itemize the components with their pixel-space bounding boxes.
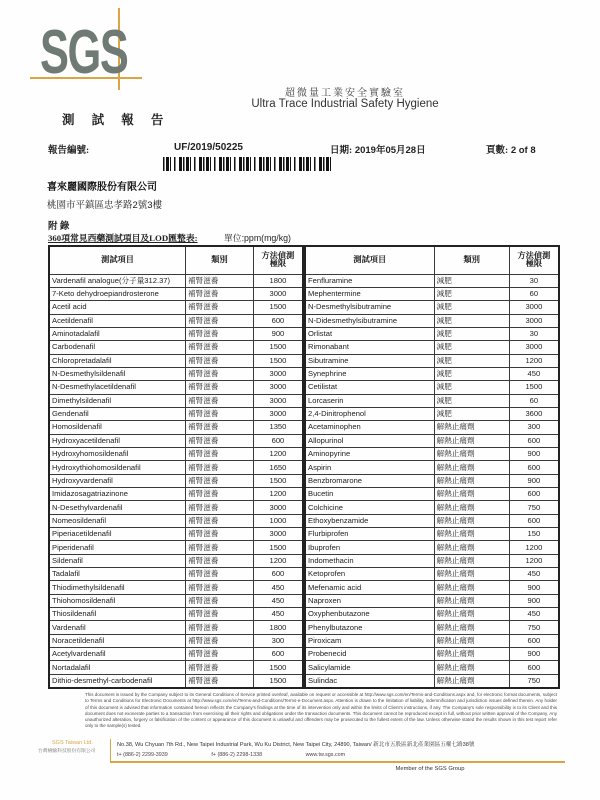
test-item-cell: Sibutramine xyxy=(305,354,434,367)
report-no-label: 報告編號: xyxy=(48,146,90,156)
test-item-cell: Acetildenafil xyxy=(49,314,186,327)
table-row xyxy=(305,341,559,354)
header-lod-line2: 極限 xyxy=(269,259,287,269)
test-item-cell: Fenfluramine xyxy=(305,274,434,287)
table-header-row xyxy=(49,246,303,274)
table-row xyxy=(49,674,303,687)
category-cell: 補腎滋養 xyxy=(186,381,254,394)
client-company-address: 桃園市平鎮區忠孝路2號3樓 xyxy=(47,200,163,211)
table-row xyxy=(305,421,559,434)
lod-cell: 450 xyxy=(509,367,559,380)
appendix-label: 附 錄 xyxy=(48,222,70,232)
test-item-cell: Piperiacetildenafil xyxy=(49,528,186,541)
table-row xyxy=(305,381,559,394)
category-cell: 補腎滋養 xyxy=(186,407,254,420)
test-item-cell: Thiodimethylsildenafil xyxy=(49,581,186,594)
test-item-cell: Mephentermine xyxy=(305,287,434,300)
test-item-cell: Flurbiprofen xyxy=(305,528,434,541)
table-row xyxy=(49,314,303,327)
table-row xyxy=(49,541,303,554)
category-cell: 補腎滋養 xyxy=(186,287,254,300)
lod-cell: 900 xyxy=(509,447,559,460)
header-lod xyxy=(509,246,559,274)
category-cell: 補腎滋養 xyxy=(186,341,254,354)
category-cell: 減肥 xyxy=(434,301,509,314)
test-item-cell: Chloropretadalafil xyxy=(49,354,186,367)
header-test-item: 測試項目 xyxy=(305,246,434,274)
lod-cell: 1200 xyxy=(253,447,303,460)
test-item-cell: Hydroxyhomosildenafil xyxy=(49,447,186,460)
table-row xyxy=(49,621,303,634)
lod-cell: 60 xyxy=(509,394,559,407)
lod-cell: 3000 xyxy=(253,407,303,420)
category-cell: 解熱止痛劑 xyxy=(434,674,509,687)
lab-title-zh: 超微量工業安全實驗室 xyxy=(285,88,405,99)
test-item-cell: Vardenafil analogue(分子量312.37) xyxy=(49,274,186,287)
table-row xyxy=(49,554,303,567)
test-item-cell: Phenylbutazone xyxy=(305,621,434,634)
lod-cell: 3000 xyxy=(253,528,303,541)
test-item-cell: Lorcaserin xyxy=(305,394,434,407)
footer-website: www.tw.sgs.com xyxy=(305,752,346,758)
table-row xyxy=(49,528,303,541)
sgs-logo xyxy=(38,18,158,102)
table-header-row xyxy=(305,246,559,274)
table-row xyxy=(49,341,303,354)
category-cell: 減肥 xyxy=(434,381,509,394)
category-cell: 補腎滋養 xyxy=(186,274,254,287)
category-cell: 解熱止痛劑 xyxy=(434,634,509,647)
lod-cell: 1500 xyxy=(509,381,559,394)
lod-table-left xyxy=(48,245,304,689)
table-row xyxy=(305,674,559,687)
lod-cell: 600 xyxy=(253,568,303,581)
lod-cell: 450 xyxy=(253,608,303,621)
header-category: 類別 xyxy=(434,246,509,274)
category-cell: 補腎滋養 xyxy=(186,434,254,447)
table-row xyxy=(305,554,559,567)
lod-cell: 3000 xyxy=(509,314,559,327)
lod-table-right xyxy=(304,245,560,689)
category-cell: 解熱止痛劑 xyxy=(434,514,509,527)
table-row xyxy=(305,447,559,460)
lod-cell: 900 xyxy=(253,327,303,340)
category-cell: 減肥 xyxy=(434,394,509,407)
table-row xyxy=(305,634,559,647)
table-row xyxy=(49,461,303,474)
header-lod xyxy=(253,246,303,274)
lod-cell: 1650 xyxy=(253,461,303,474)
test-item-cell: Acetil acid xyxy=(49,301,186,314)
report-date xyxy=(330,142,426,156)
lod-cell: 3600 xyxy=(509,407,559,420)
lod-cell: 1800 xyxy=(253,621,303,634)
table-row xyxy=(305,287,559,300)
category-cell: 補腎滋養 xyxy=(186,568,254,581)
category-cell: 解熱止痛劑 xyxy=(434,501,509,514)
test-item-cell: Probenecid xyxy=(305,648,434,661)
test-item-cell: Aspirin xyxy=(305,461,434,474)
header-lod-line1: 方法偵測 xyxy=(261,250,295,260)
category-cell: 解熱止痛劑 xyxy=(434,488,509,501)
table-row xyxy=(305,314,559,327)
header-lod-line1: 方法偵測 xyxy=(517,250,551,260)
table-row xyxy=(305,514,559,527)
table-row xyxy=(305,528,559,541)
lod-cell: 1500 xyxy=(253,354,303,367)
table-row xyxy=(305,488,559,501)
test-item-cell: Synephrine xyxy=(305,367,434,380)
test-item-cell: Cetilistat xyxy=(305,381,434,394)
table-row xyxy=(305,274,559,287)
category-cell: 減肥 xyxy=(434,341,509,354)
lod-cell: 1500 xyxy=(253,474,303,487)
category-cell: 解熱止痛劑 xyxy=(434,581,509,594)
lab-title-en: Ultra Trace Industrial Safety Hygiene xyxy=(251,98,439,110)
test-item-cell: Imidazosagatriazinone xyxy=(49,488,186,501)
unit-label: 單位:ppm(mg/kg) xyxy=(224,233,291,243)
lod-cell: 1200 xyxy=(509,541,559,554)
test-item-cell: Sulindac xyxy=(305,674,434,687)
category-cell: 補腎滋養 xyxy=(186,501,254,514)
lod-cell: 1000 xyxy=(253,514,303,527)
lod-cell: 750 xyxy=(509,621,559,634)
lod-cell: 600 xyxy=(509,461,559,474)
lod-cell: 600 xyxy=(509,661,559,674)
category-cell: 補腎滋養 xyxy=(186,661,254,674)
test-item-cell: Dithio-desmethyl-carbodenafil xyxy=(49,674,186,687)
lod-cell: 3000 xyxy=(509,301,559,314)
table-row xyxy=(49,661,303,674)
table-row xyxy=(49,327,303,340)
lod-cell: 150 xyxy=(509,528,559,541)
category-cell: 補腎滋養 xyxy=(186,327,254,340)
test-item-cell: Thiohomosildenafil xyxy=(49,594,186,607)
table-row xyxy=(49,488,303,501)
lod-cell: 3000 xyxy=(253,394,303,407)
category-cell: 補腎滋養 xyxy=(186,621,254,634)
date-label: 日期: xyxy=(330,146,353,156)
header-lod-line2: 極限 xyxy=(525,259,543,269)
barcode xyxy=(163,157,333,171)
lod-cell: 900 xyxy=(509,648,559,661)
category-cell: 減肥 xyxy=(434,407,509,420)
lod-cell: 30 xyxy=(509,274,559,287)
category-cell: 解熱止痛劑 xyxy=(434,434,509,447)
lod-cell: 600 xyxy=(253,314,303,327)
category-cell: 補腎滋養 xyxy=(186,514,254,527)
category-cell: 補腎滋養 xyxy=(186,528,254,541)
table-row xyxy=(49,381,303,394)
lod-cell: 600 xyxy=(253,434,303,447)
test-item-cell: Gendenafil xyxy=(49,407,186,420)
test-item-cell: Salicylamide xyxy=(305,661,434,674)
category-cell: 解熱止痛劑 xyxy=(434,421,509,434)
lod-cell: 3000 xyxy=(253,287,303,300)
category-cell: 補腎滋養 xyxy=(186,488,254,501)
category-cell: 補腎滋養 xyxy=(186,301,254,314)
category-cell: 補腎滋養 xyxy=(186,394,254,407)
header-category: 類別 xyxy=(186,246,254,274)
category-cell: 減肥 xyxy=(434,274,509,287)
table-row xyxy=(49,354,303,367)
lod-cell: 1350 xyxy=(253,421,303,434)
footer-phone: t+ (886-2) 2299-3939 xyxy=(117,752,168,758)
table-row xyxy=(305,581,559,594)
test-item-cell: Hydroxyacetildenafil xyxy=(49,434,186,447)
table-row xyxy=(49,648,303,661)
legal-disclaimer-text: This document is issued by the Company subject to its General Conditions of Service printed overleaf, available on request or accessible at http://www.sgs.com/en/Terms-and-Conditions.aspx and, for electronic format documents, subject to Terms and Conditions for Electronic Documents at http://www.sgs.com/en/Terms-and-Conditions/Terms-e-Document.aspx. Attention is drawn to the limitation of liability, indemnification and jurisdiction issues defined therein. Any holder of this document is advised that information contained hereon reflects the Company's findings at the time of its intervention only and within the limits of Client's instructions, if any. The Company's sole responsibility is to its Client and this document does not exonerate parties to a transaction from exercising all their rights and obligations under the transaction documents. This document cannot be reproduced except in full, without prior written approval of the Company. Any unauthorized alteration, forgery or falsification of the content or appearance of this document is unlawful and offenders may be prosecuted to the fullest extent of the law. Unless otherwise stated the results shown in this test report refer only to the sample(s) tested. xyxy=(85,692,557,729)
category-cell: 補腎滋養 xyxy=(186,648,254,661)
test-item-cell: N-Desethylvardenafil xyxy=(49,501,186,514)
lod-cell: 3000 xyxy=(253,367,303,380)
lod-cell: 750 xyxy=(509,674,559,687)
test-item-cell: Piroxicam xyxy=(305,634,434,647)
table-row xyxy=(305,568,559,581)
test-item-cell: N-Desmethylsibutramine xyxy=(305,301,434,314)
category-cell: 解熱止痛劑 xyxy=(434,568,509,581)
category-cell: 補腎滋養 xyxy=(186,447,254,460)
table-row xyxy=(49,474,303,487)
footer-gold-line xyxy=(110,761,565,763)
header-test-item: 測試項目 xyxy=(49,246,186,274)
table-row xyxy=(49,421,303,434)
lod-cell: 900 xyxy=(509,594,559,607)
page-value: 2 of 8 xyxy=(510,145,536,156)
date-value: 2019年05月28日 xyxy=(354,145,426,156)
lod-cell: 450 xyxy=(509,568,559,581)
test-item-cell: Ibuprofen xyxy=(305,541,434,554)
category-cell: 減肥 xyxy=(434,354,509,367)
test-item-cell: Ketoprofen xyxy=(305,568,434,581)
table-row xyxy=(305,301,559,314)
lod-cell: 600 xyxy=(509,488,559,501)
test-item-cell: Thiosildenafil xyxy=(49,608,186,621)
table-row xyxy=(305,407,559,420)
footer-divider-line xyxy=(110,739,111,761)
category-cell: 解熱止痛劑 xyxy=(434,621,509,634)
lod-cell: 450 xyxy=(253,581,303,594)
table-row xyxy=(49,274,303,287)
table-row xyxy=(305,474,559,487)
test-item-cell: 2,4-Dinitrophenol xyxy=(305,407,434,420)
category-cell: 補腎滋養 xyxy=(186,461,254,474)
table-row xyxy=(49,634,303,647)
test-item-cell: Aminopyrine xyxy=(305,447,434,460)
test-item-cell: Mefenamic acid xyxy=(305,581,434,594)
footer-fax: f+ (886-2) 2298-1338 xyxy=(211,752,263,758)
category-cell: 解熱止痛劑 xyxy=(434,648,509,661)
category-cell: 補腎滋養 xyxy=(186,314,254,327)
table-row xyxy=(305,661,559,674)
category-cell: 補腎滋養 xyxy=(186,608,254,621)
test-item-cell: N-Desmethylacetildenafil xyxy=(49,381,186,394)
lod-cell: 300 xyxy=(253,634,303,647)
test-item-cell: Orlistat xyxy=(305,327,434,340)
test-item-cell: Naproxen xyxy=(305,594,434,607)
category-cell: 補腎滋養 xyxy=(186,581,254,594)
category-cell: 補腎滋養 xyxy=(186,634,254,647)
category-cell: 補腎滋養 xyxy=(186,594,254,607)
category-cell: 解熱止痛劑 xyxy=(434,661,509,674)
table-row xyxy=(49,581,303,594)
category-cell: 減肥 xyxy=(434,287,509,300)
page-label: 頁數: xyxy=(486,146,509,156)
test-item-cell: Bucetin xyxy=(305,488,434,501)
lod-cell: 3000 xyxy=(253,501,303,514)
lod-cell: 1500 xyxy=(253,541,303,554)
lod-cell: 3000 xyxy=(253,381,303,394)
lod-cell: 600 xyxy=(509,514,559,527)
table-row xyxy=(49,394,303,407)
table-row xyxy=(49,447,303,460)
test-item-cell: Acetaminophen xyxy=(305,421,434,434)
category-cell: 減肥 xyxy=(434,367,509,380)
lod-table-title: 360項常見西藥測試項目及LOD匯整表: xyxy=(48,233,198,243)
category-cell: 補腎滋養 xyxy=(186,354,254,367)
table-row xyxy=(305,648,559,661)
table-row xyxy=(305,327,559,340)
test-item-cell: Oxyphenbutazone xyxy=(305,608,434,621)
table-row xyxy=(49,407,303,420)
table-row xyxy=(305,367,559,380)
test-item-cell: Nortadalafil xyxy=(49,661,186,674)
table-row xyxy=(49,287,303,300)
category-cell: 補腎滋養 xyxy=(186,421,254,434)
test-item-cell: Aminotadalafil xyxy=(49,327,186,340)
table-row xyxy=(305,461,559,474)
lod-cell: 30 xyxy=(509,327,559,340)
table-row xyxy=(49,608,303,621)
report-page xyxy=(486,142,536,156)
table-row xyxy=(305,594,559,607)
test-item-cell: Allopurinol xyxy=(305,434,434,447)
report-no-value: UF/2019/50225 xyxy=(174,142,243,153)
lod-cell: 1500 xyxy=(253,301,303,314)
test-item-cell: N-Didesmethylsibutramine xyxy=(305,314,434,327)
lod-cell: 3000 xyxy=(509,341,559,354)
test-item-cell: 7-Keto dehydroepiandrosterone xyxy=(49,287,186,300)
table-row xyxy=(49,367,303,380)
lod-cell: 600 xyxy=(509,634,559,647)
category-cell: 解熱止痛劑 xyxy=(434,554,509,567)
lod-cell: 1500 xyxy=(253,341,303,354)
table-row xyxy=(305,501,559,514)
lod-cell: 450 xyxy=(253,594,303,607)
lod-tables xyxy=(48,245,560,689)
test-item-cell: Carbodenafil xyxy=(49,341,186,354)
test-item-cell: Colchicine xyxy=(305,501,434,514)
report-title: 測 試 報 告 xyxy=(62,113,171,127)
footer-company-zh: 台灣檢驗科技股份有限公司 xyxy=(38,749,96,754)
category-cell: 補腎滋養 xyxy=(186,554,254,567)
category-cell: 補腎滋養 xyxy=(186,367,254,380)
test-item-cell: Indomethacin xyxy=(305,554,434,567)
table-row xyxy=(305,621,559,634)
category-cell: 解熱止痛劑 xyxy=(434,461,509,474)
table-row xyxy=(49,434,303,447)
lod-cell: 1200 xyxy=(509,554,559,567)
category-cell: 減肥 xyxy=(434,314,509,327)
test-item-cell: Hydroxyvardenafil xyxy=(49,474,186,487)
test-item-cell: N-Desmethylsildenafil xyxy=(49,367,186,380)
table-row xyxy=(305,354,559,367)
lod-cell: 750 xyxy=(509,501,559,514)
test-item-cell: Homosildenafil xyxy=(49,421,186,434)
test-item-cell: Noracetildenafil xyxy=(49,634,186,647)
member-of-sgs-group: Member of the SGS Group xyxy=(395,766,465,772)
category-cell: 解熱止痛劑 xyxy=(434,594,509,607)
table-row xyxy=(49,501,303,514)
test-item-cell: Tadalafil xyxy=(49,568,186,581)
category-cell: 解熱止痛劑 xyxy=(434,528,509,541)
test-item-cell: Nomeosildenafil xyxy=(49,514,186,527)
footer-company-en: SGS Taiwan Ltd. xyxy=(52,740,93,746)
sgs-logo-text: SGS xyxy=(40,18,128,87)
lod-cell: 1500 xyxy=(253,661,303,674)
table-row xyxy=(305,434,559,447)
client-company-name: 喜來麗國際股份有限公司 xyxy=(47,182,157,193)
table-row xyxy=(305,394,559,407)
table-row xyxy=(49,594,303,607)
category-cell: 解熱止痛劑 xyxy=(434,608,509,621)
test-item-cell: Rimonabant xyxy=(305,341,434,354)
lod-cell: 1200 xyxy=(509,354,559,367)
category-cell: 解熱止痛劑 xyxy=(434,541,509,554)
test-item-cell: Acetylvardenafil xyxy=(49,648,186,661)
lod-cell: 600 xyxy=(253,648,303,661)
category-cell: 解熱止痛劑 xyxy=(434,447,509,460)
lod-cell: 1200 xyxy=(253,554,303,567)
test-item-cell: Piperidenafil xyxy=(49,541,186,554)
test-item-cell: Sildenafil xyxy=(49,554,186,567)
lod-cell: 60 xyxy=(509,287,559,300)
lod-cell: 1800 xyxy=(253,274,303,287)
lod-cell: 1500 xyxy=(253,674,303,687)
category-cell: 補腎滋養 xyxy=(186,541,254,554)
lod-cell: 900 xyxy=(509,581,559,594)
footer-contact-row xyxy=(117,752,557,758)
footer-address: No.38, Wu Chyuan 7th Rd., New Taipei Industrial Park, Wu Ku District, New Taipei City, 24890, Taiwan/ 新北市五股區新北產業園區五權七路38號 xyxy=(117,742,475,748)
table-row xyxy=(305,541,559,554)
test-item-cell: Hydroxythiohomosildenafil xyxy=(49,461,186,474)
lod-cell: 1200 xyxy=(253,488,303,501)
category-cell: 減肥 xyxy=(434,327,509,340)
table-row xyxy=(49,568,303,581)
table-row xyxy=(305,608,559,621)
lod-cell: 300 xyxy=(509,421,559,434)
lod-cell: 900 xyxy=(509,474,559,487)
category-cell: 補腎滋養 xyxy=(186,674,254,687)
table-row xyxy=(49,514,303,527)
test-item-cell: Benzbromarone xyxy=(305,474,434,487)
lod-cell: 600 xyxy=(509,434,559,447)
table-row xyxy=(49,301,303,314)
test-item-cell: Vardenafil xyxy=(49,621,186,634)
test-item-cell: Ethoxybenzamide xyxy=(305,514,434,527)
category-cell: 解熱止痛劑 xyxy=(434,474,509,487)
lod-cell: 450 xyxy=(509,608,559,621)
category-cell: 補腎滋養 xyxy=(186,474,254,487)
test-item-cell: Dimethylsildenafil xyxy=(49,394,186,407)
